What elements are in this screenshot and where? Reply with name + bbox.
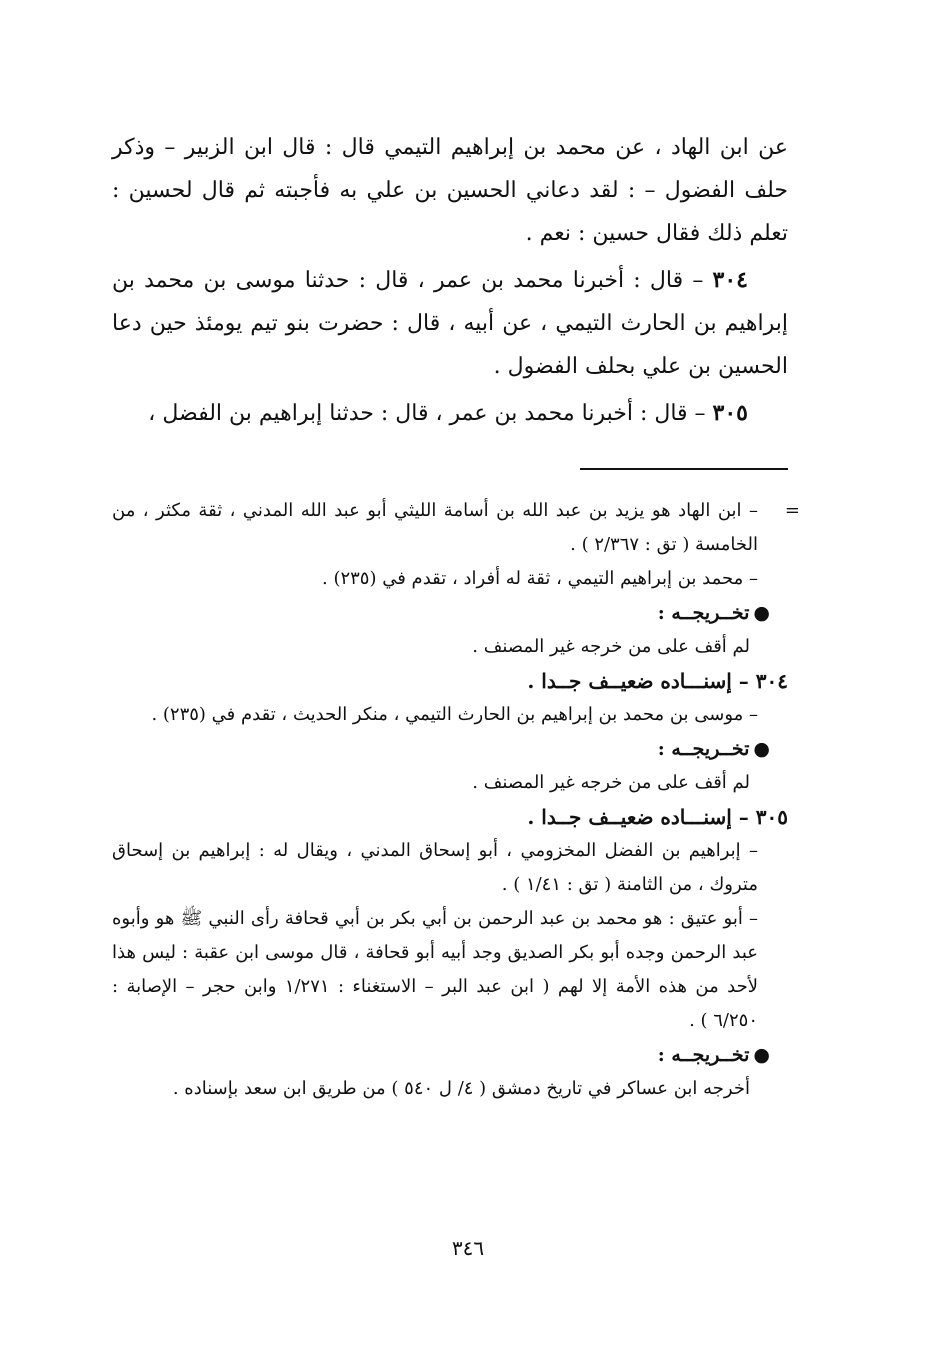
takhrij-label-2: تخــريجــه : xyxy=(657,738,750,760)
continuation-mark: = xyxy=(784,500,800,521)
footnote-altaymi: – محمد بن إبراهيم التيمي ، ثقة له أفراد ، تقدم في (٢٣٥) . xyxy=(322,568,758,589)
paragraph-304-text: – قال : أخبرنا محمد بن عمر ، قال : حدثنا موسى بن محمد بن إبراهيم بن الحارث التيمي ، عن أبيه ، قال : حضرت بنو تيم يومئذ حين دعا الحسين بن علي بحلف الفضول . xyxy=(112,268,788,379)
bullet-icon: ● xyxy=(753,602,770,624)
paragraph-305 xyxy=(112,392,788,435)
section-305-heading: ٣٠٥ – إسنـــاده ضعيــف جــدا . xyxy=(527,805,788,829)
footnote-abu-atiq: – أبو عتيق : هو محمد بن عبد الرحمن بن أبي بكر بن أبي قحافة رأى النبي ﷺ هو وأبوه عبد الرحمن وجده أبو بكر الصديق وجد أبيه أبو قحافة ، قال موسى ابن عقبة : ليس هذا لأحد من هذه الأمة إلا لهم ( ابن عبد البر – الاستغناء : ١/٢٧١ وابن حجر – الإصابة : ٦/٢٥٠ ) . xyxy=(112,908,759,1031)
takhrij-heading-3 xyxy=(112,1038,788,1072)
paragraph-continuation: عن ابن الهاد ، عن محمد بن إبراهيم التيمي قال : قال ابن الزبير – وذكر حلف الفضول – : لقد دعاني الحسين بن علي به فأجبته ثم قال لحسين : تعلم ذلك فقال حسين : نعم . xyxy=(112,135,788,246)
paragraph-305-text: – قال : أخبرنا محمد بن عمر ، قال : حدثنا إبراهيم بن الفضل ، xyxy=(148,401,706,426)
entry-number-304: ٣٠٤ xyxy=(712,267,748,293)
footnote-separator xyxy=(580,468,788,470)
footnote-musa: – موسى بن محمد بن إبراهيم بن الحارث التيمي ، منكر الحديث ، تقدم في (٢٣٥) . xyxy=(151,704,758,725)
takhrij-text-3: أخرجه ابن عساكر في تاريخ دمشق ( ٤/ ل ٥٤٠ ) من طريق ابن سعد بإسناده . xyxy=(172,1078,750,1099)
section-304-heading: ٣٠٤ – إسنـــاده ضعيــف جــدا . xyxy=(527,669,788,693)
footnote-ibrahim: – إبراهيم بن الفضل المخزومي ، أبو إسحاق المدني ، ويقال له : إبراهيم بن إسحاق متروك ، من الثامنة ( تق : ١/٤١ ) . xyxy=(112,840,758,895)
page-number: ٣٤٦ xyxy=(451,1236,485,1260)
bullet-icon: ● xyxy=(753,1044,770,1066)
footnote-ibn-alhad: – ابن الهاد هو يزيد بن عبد الله بن أسامة الليثي أبو عبد الله المدني ، ثقة مكثر ، من الخامسة ( تق : ٢/٣٦٧ ) . xyxy=(112,500,758,555)
takhrij-text-2: لم أقف على من خرجه غير المصنف . xyxy=(472,772,750,793)
takhrij-heading-2 xyxy=(112,732,788,766)
takhrij-heading-1 xyxy=(112,596,788,630)
takhrij-label-1: تخــريجــه : xyxy=(657,602,750,624)
paragraph-304 xyxy=(112,259,788,388)
takhrij-label-3: تخــريجــه : xyxy=(657,1044,750,1066)
entry-number-305: ٣٠٥ xyxy=(712,400,748,426)
main-text xyxy=(112,126,788,439)
bullet-icon: ● xyxy=(753,738,770,760)
footnotes xyxy=(112,494,800,1106)
takhrij-text-1: لم أقف على من خرجه غير المصنف . xyxy=(472,636,750,657)
